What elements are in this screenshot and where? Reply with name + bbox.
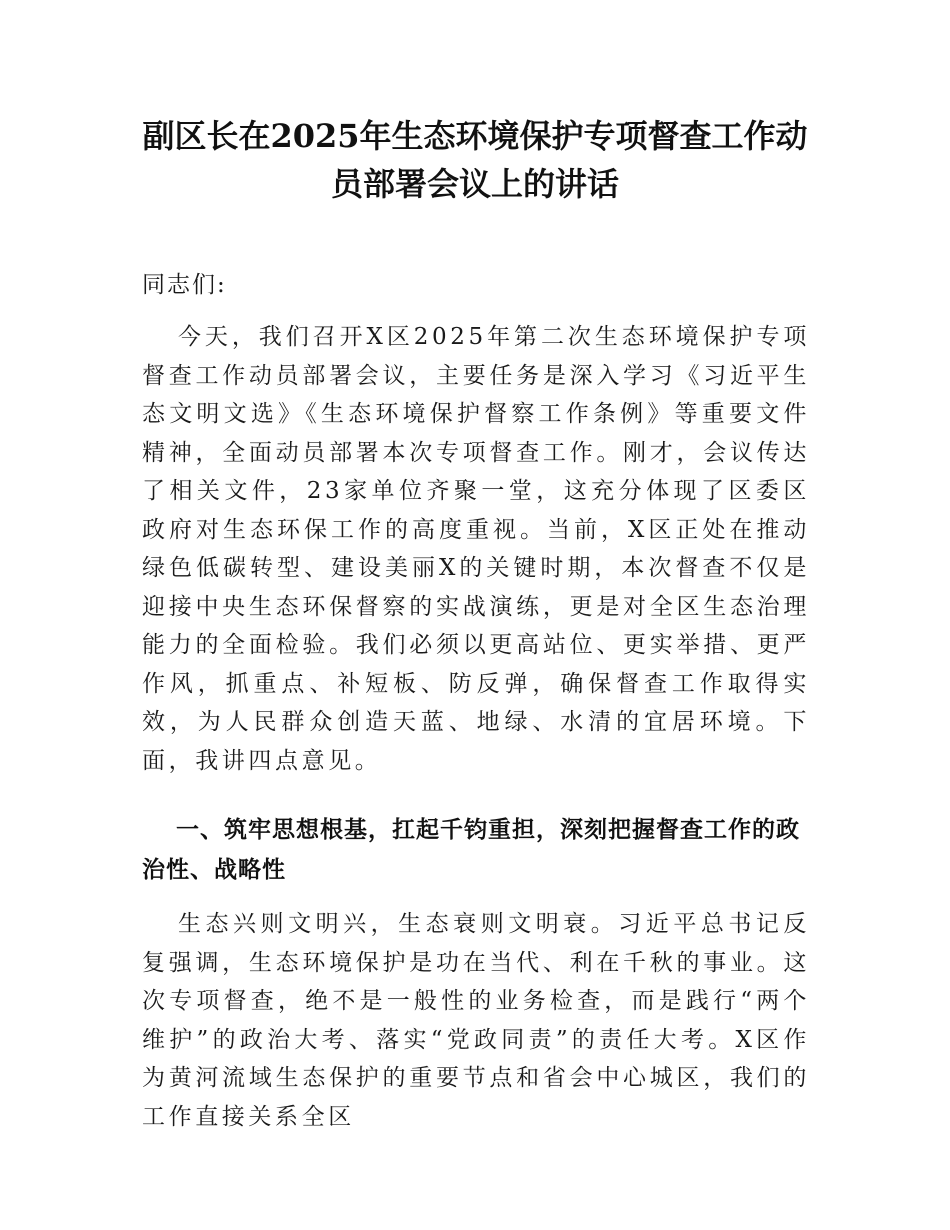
- section-1-paragraph: 生态兴则文明兴，生态衰则文明衰。习近平总书记反复强调，生态环境保护是功在当代、利在千秋的事业。这次专项督查，绝不是一般性的业务检查，而是践行“两个维护”的政治大考、落实“党政同责”的责任大考。X区作为黄河流域生态保护的重要节点和省会中心城区，我们的工作直接关系全区: [142, 911, 810, 1130]
- salutation: 同志们:: [142, 272, 227, 298]
- opening-paragraph: 今天，我们召开X区2025年第二次生态环境保护专项督查工作动员部署会议，主要任务是深入学习《习近平生态文明文选》《生态环境保护督察工作条例》等重要文件精神，全面动员部署本次专项督查工作。刚才，会议传达了相关文件，23家单位齐聚一堂，这充分体现了区委区政府对生态环保工作的高度重视。当前，X区正处在推动绿色低碳转型、建设美丽X的关键时期，本次督查不仅是迎接中央生态环保督察的实战演练，更是对全区生态治理能力的全面检验。我们必须以更高站位、更实举措、更严作风，抓重点、补短板、防反弹，确保督查工作取得实效，为人民群众创造天蓝、地绿、水清的宜居环境。下面，我讲四点意见。: [142, 324, 810, 774]
- title-line-2: 员部署会议上的讲话: [330, 165, 619, 203]
- title-line-1: 副区长在2025年生态环境保护专项督查工作动: [142, 117, 808, 155]
- document-title: [120, 112, 830, 208]
- section-heading-1: 一、筑牢思想根基，扛起千钧重担，深刻把握督查工作的政治性、战略性: [142, 817, 800, 883]
